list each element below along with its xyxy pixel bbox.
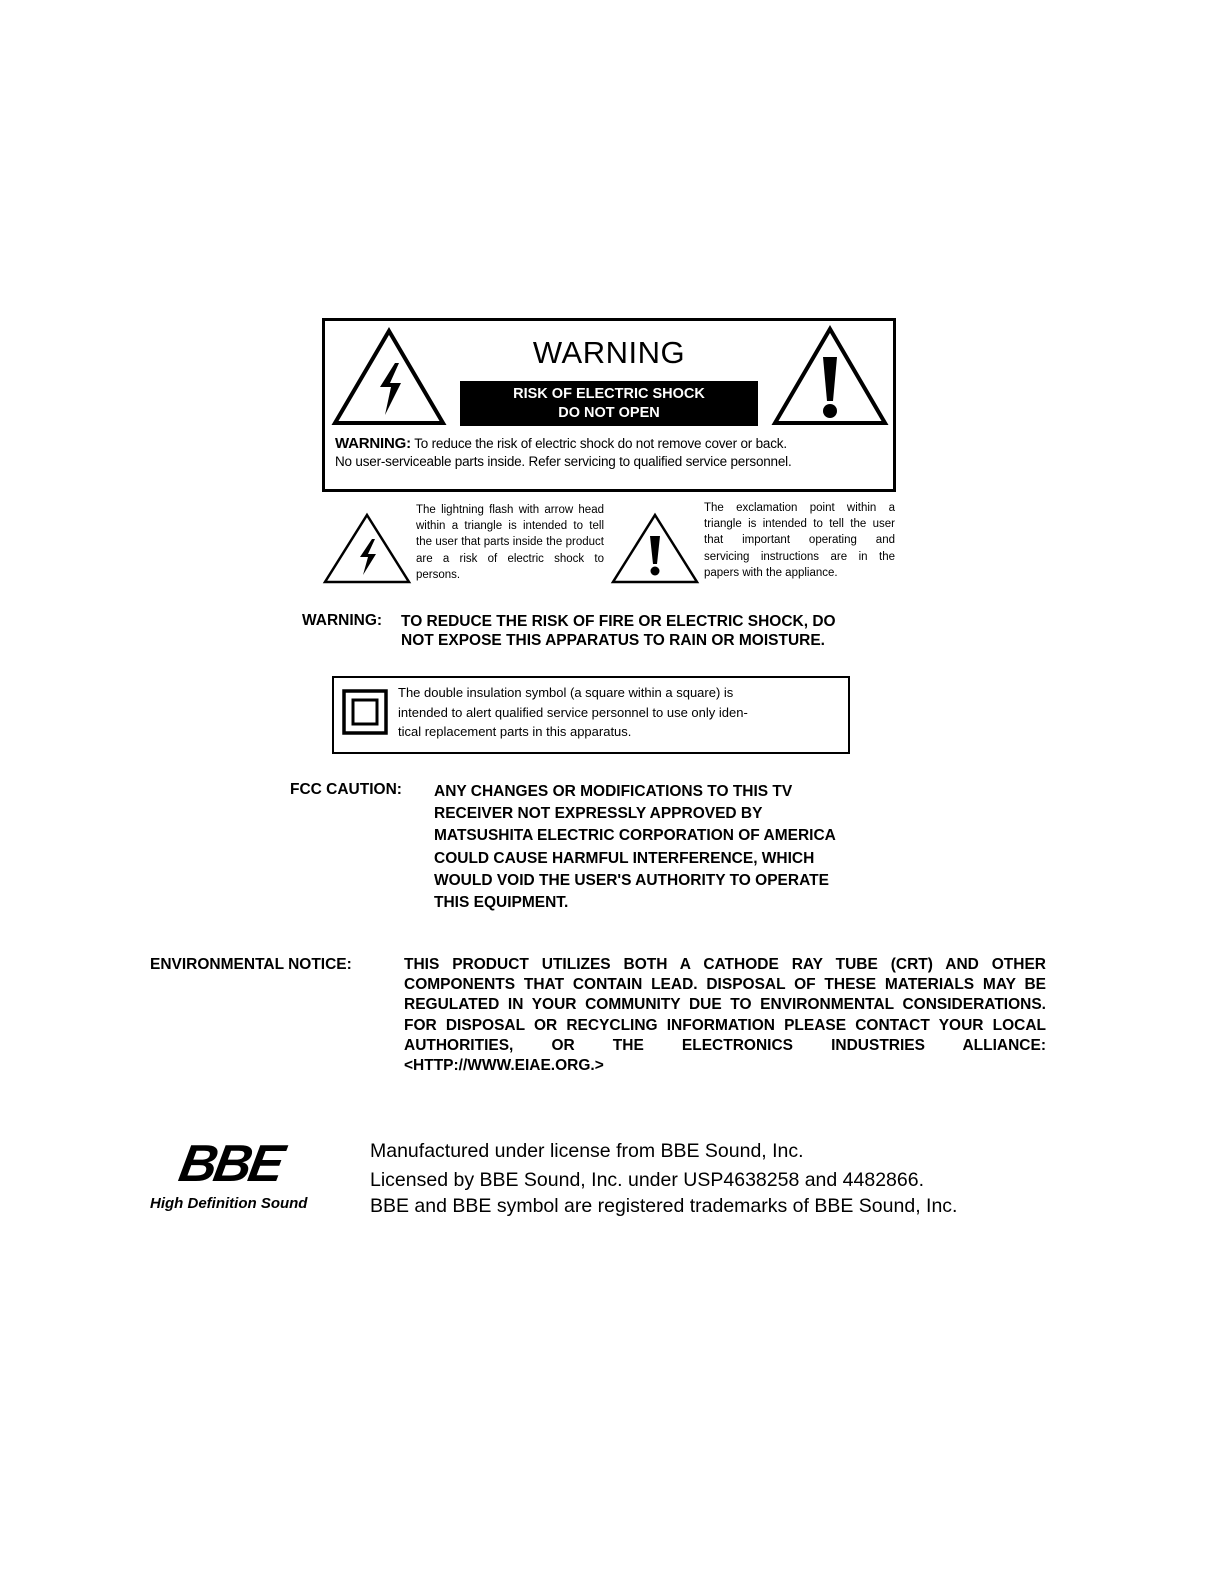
- fcc-line: COULD CAUSE HARMFUL INTERFERENCE, WHICH: [434, 849, 815, 867]
- fcc-line: ANY CHANGES OR MODIFICATIONS TO THIS TV: [434, 783, 793, 800]
- exclamation-warning-icon: [771, 325, 889, 427]
- exclamation-triangle-icon: [610, 512, 700, 584]
- warning-box: [322, 318, 896, 492]
- double-insulation-line-2: intended to alert qualified service personnel to use only iden-: [398, 704, 748, 720]
- double-insulation-box: [332, 676, 850, 754]
- double-insulation-line-3: tical replacement parts in this apparatus.: [398, 724, 632, 739]
- lightning-explanation: The lightning flash with arrow head within a triangle is intended to tell the user that parts inside the product are a risk of electric shock to persons.: [416, 504, 604, 581]
- warning-title: WARNING: [532, 335, 686, 370]
- fcc-line: MATSUSHITA ELECTRIC CORPORATION OF AMERICA: [434, 827, 836, 845]
- rain-warning-line-2: NOT EXPOSE THIS APPARATUS TO RAIN OR MOISTURE.: [401, 632, 825, 649]
- lightning-triangle-icon: [322, 512, 412, 584]
- fcc-caution-text: [434, 781, 924, 914]
- shock-banner: [460, 381, 758, 426]
- shock-banner-line-1: RISK OF ELECTRIC SHOCK: [513, 386, 705, 402]
- bbe-license-line-2: Licensed by BBE Sound, Inc. under USP4638258 and 4482866.: [370, 1169, 924, 1191]
- shock-banner-line-2: DO NOT OPEN: [558, 405, 660, 421]
- fcc-caution-label: FCC CAUTION:: [290, 781, 402, 798]
- warning-text: [335, 435, 887, 471]
- rain-warning-line-1: TO REDUCE THE RISK OF FIRE OR ELECTRIC SHOCK, DO: [401, 613, 836, 630]
- rain-warning-label: WARNING:: [302, 612, 383, 629]
- double-insulation-icon: [342, 689, 388, 735]
- bbe-tagline: High Definition Sound: [150, 1195, 308, 1212]
- bbe-license-line-1: Manufactured under license from BBE Sound, Inc.: [370, 1140, 804, 1162]
- double-insulation-text: [398, 683, 844, 742]
- warning-text-line-1: To reduce the risk of electric shock do not remove cover or back.: [414, 436, 787, 451]
- fcc-line: RECEIVER NOT EXPRESSLY APPROVED BY: [434, 805, 763, 823]
- double-insulation-line-1: The double insulation symbol (a square within a square) is: [398, 685, 734, 700]
- warning-text-line-2: No user-serviceable parts inside. Refer servicing to qualified service personnel.: [335, 454, 792, 469]
- environmental-notice-text: THIS PRODUCT UTILIZES BOTH A CATHODE RAY TUBE (CRT) AND OTHER COMPONENTS THAT CONTAIN LEAD. DISPOSAL OF THESE MATERIALS MAY BE REGULATED IN YOUR COMMUNITY DUE TO ENVIRONMENTAL CONSIDERATIONS. FOR DISPOSAL OR RECYCLING INFORMATION PLEASE CONTACT YOUR LOCAL AUTHORITIES, OR THE ELECTRONICS INDUSTRIES ALLIANCE: <HTTP://WWW.EIAE.ORG.>: [404, 956, 1046, 1075]
- rain-warning-text: [401, 612, 921, 650]
- fcc-line: WOULD VOID THE USER'S AUTHORITY TO OPERATE: [434, 871, 829, 889]
- bbe-trademark-line: BBE and BBE symbol are registered trademarks of BBE Sound, Inc.: [370, 1195, 958, 1217]
- environmental-notice-label: ENVIRONMENTAL NOTICE:: [150, 956, 352, 973]
- warning-text-label: WARNING:: [335, 435, 411, 452]
- bbe-logo: BBE: [174, 1135, 286, 1193]
- exclamation-explanation: The exclamation point within a triangle is intended to tell the user that important operating and servicing instructions are in the papers with the appliance.: [704, 502, 895, 579]
- fcc-line: THIS EQUIPMENT.: [434, 894, 569, 912]
